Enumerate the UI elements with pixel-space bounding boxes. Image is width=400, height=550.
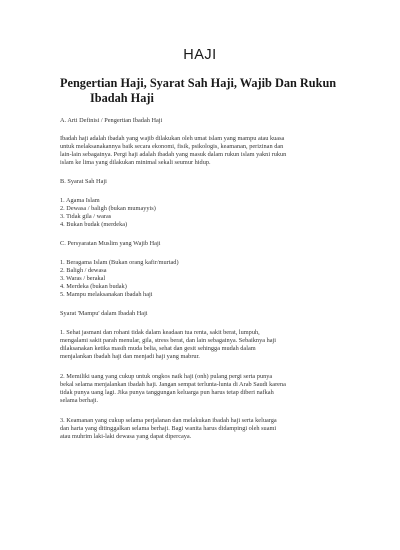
article-heading-line-2: Ibadah Haji [90, 91, 154, 105]
list-item: 4. Merdeka (bukan budak) [60, 283, 127, 290]
section-b-heading: B. Syarat Sah Haji [60, 178, 107, 185]
list-item: 5. Mampu melaksanakan ibadah haji [60, 291, 153, 298]
document-title: HAJI [183, 47, 217, 63]
section-c-heading: C. Persyaratan Muslim yang Wajib Haji [60, 240, 161, 247]
paragraph-line: 1. Sehat jasmani dan rohani tidak dalam keadaan tua renta, sakit berat, lumpuh, [60, 329, 260, 336]
article-heading-line-1: Pengertian Haji, Syarat Sah Haji, Wajib Dan Rukun [60, 76, 337, 90]
paragraph-line: 2. Memiliki uang yang cukup untuk ongkos naik haji (onh) pulang pergi serta punya [60, 373, 273, 380]
intro-paragraph-line: Ibadah haji adalah ibadah yang wajib dilakukan oleh umat islam yang mampu atau kuasa [60, 135, 285, 142]
list-item: 4. Bukan budak (merdeka) [60, 221, 128, 228]
paragraph-line: selama berhaji. [60, 397, 99, 404]
list-item: 2. Baligh / dewasa [60, 267, 107, 274]
paragraph-line: 3. Keamanan yang cukup selama perjalanan dan melakukan ibadah haji serta keluarga [60, 417, 277, 424]
paragraph-line: menjalankan ibadah haji dan menjadi haji yang mabrur. [60, 353, 200, 360]
paragraph-line: dan harta yang ditinggalkan selama berhaji. Bagi wanita harus didampingi oleh suami [60, 425, 277, 432]
list-item: 3. Tidak gila / waras [60, 213, 112, 220]
paragraph-line: atau muhrim laki-laki dewasa yang dapat dipercaya. [60, 433, 192, 440]
intro-paragraph-line: untuk melaksanakannya baik secara ekonomi, fisik, psikologis, keamanan, perizinan dan [60, 143, 284, 150]
section-a-heading: A. Arti Definisi / Pengertian Ibadah Haji [60, 117, 163, 124]
paragraph-line: tidak punya uang lagi. Jika punya tanggungan keluarga pun harus tetap diberi nafkah [60, 389, 274, 396]
paragraph-line: mengalami sakit parah menular, gila, stress berat, dan lain sebagainya. Sebaiknya haji [60, 337, 277, 344]
intro-paragraph-line: lain-lain sebagainya. Pergi haji adalah ibadah yang masuk dalam rukun islam yakni rukun [60, 151, 287, 158]
article-heading [60, 76, 360, 106]
paragraph-line: bekal selama menjalankan ibadah haji. Jangan sempat terlunta-lunta di Arab Saudi karena [60, 381, 286, 388]
list-item: 1. Beragama Islam (Bukan orang kafir/murtad) [60, 259, 179, 266]
section-mampu-heading: Syarat 'Mampu' dalam Ibadah Haji [60, 310, 148, 317]
list-item: 3. Waras / berakal [60, 275, 106, 282]
paragraph-line: dilaksanakan ketika masih muda belia, sehat dan gesit sehingga mudah dalam [60, 345, 256, 352]
list-item: 2. Dewasa / baligh (bukan mumayyis) [60, 205, 156, 212]
intro-paragraph-line: islam ke lima yang dilakukan minimal sekali seumur hidup. [60, 159, 211, 166]
list-item: 1. Agama Islam [60, 197, 100, 204]
